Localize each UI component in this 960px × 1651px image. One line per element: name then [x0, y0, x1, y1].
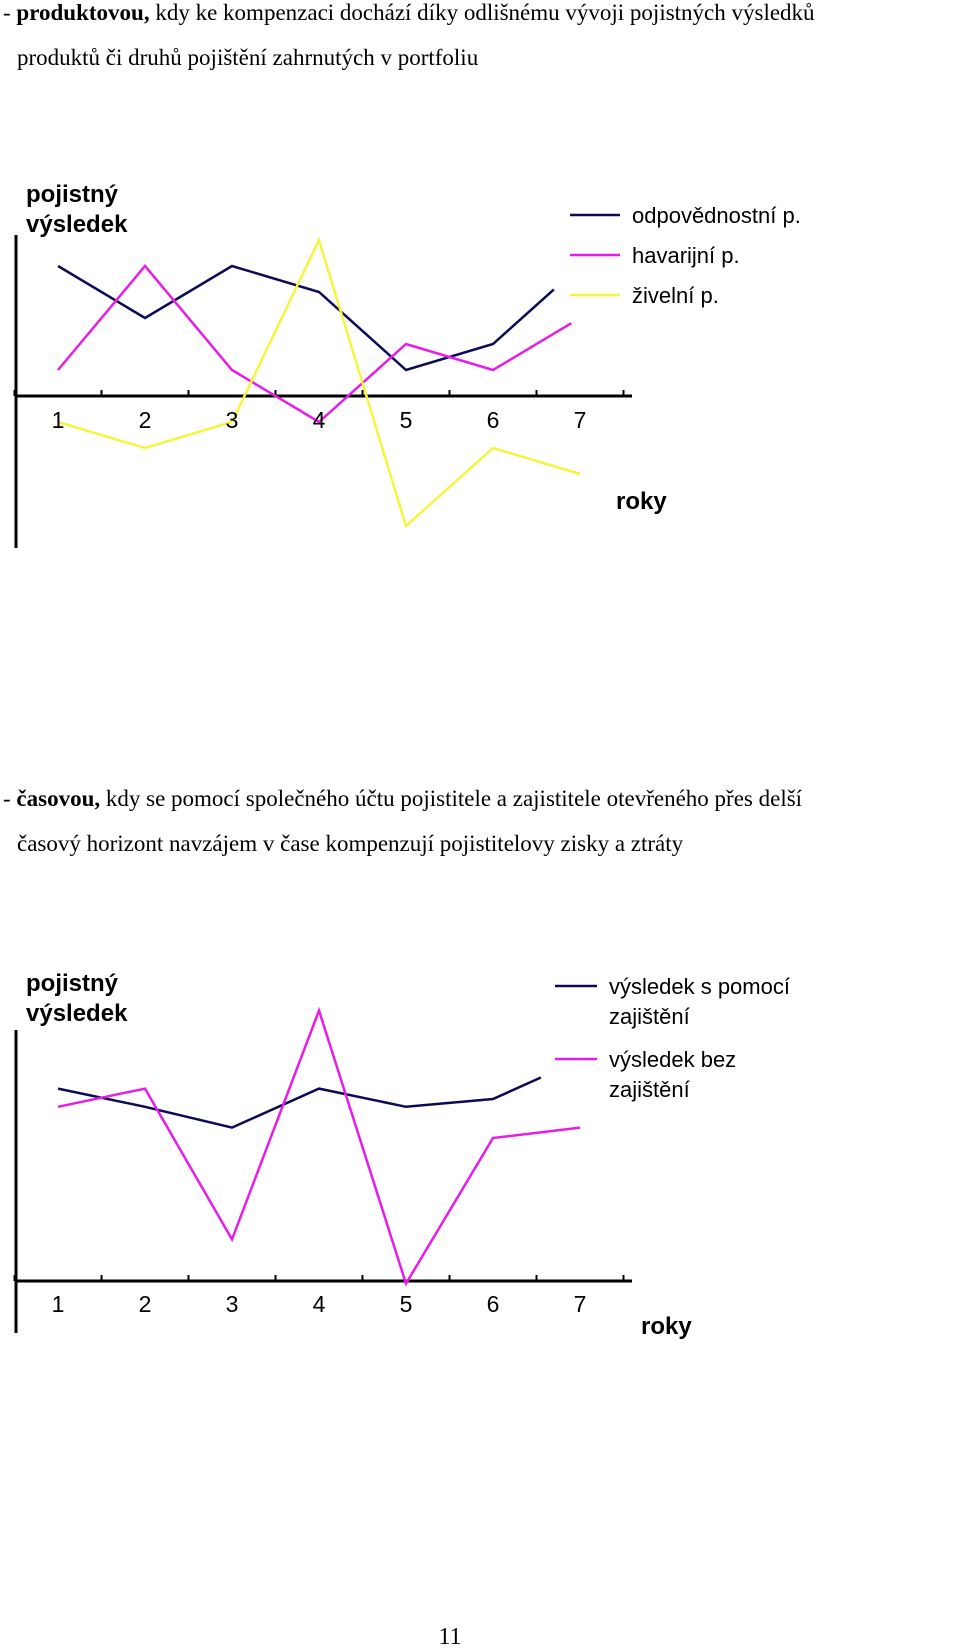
x-tick-label: 7 — [573, 1291, 587, 1317]
legend-label: výsledek s pomocí — [609, 974, 790, 999]
paragraph-produktova — [3, 0, 953, 80]
paragraph-term: časovou, — [16, 786, 101, 811]
y-axis-label-line2: výsledek — [26, 1000, 128, 1027]
paragraph-dash: - — [3, 786, 17, 811]
legend-label: odpovědnostní p. — [632, 203, 801, 228]
x-tick-label: 3 — [225, 407, 239, 433]
x-tick-label: 6 — [486, 407, 500, 433]
x-tick-label: 5 — [399, 1291, 413, 1317]
x-tick-label: 1 — [51, 1291, 65, 1317]
chart-produktova — [0, 160, 801, 560]
x-tick-label: 5 — [399, 407, 413, 433]
paragraph-term: produktovou, — [16, 0, 150, 25]
series-line-2 — [58, 1011, 580, 1284]
x-tick-label: 2 — [138, 1291, 152, 1317]
legend-label: zajištění — [609, 1077, 690, 1102]
paragraph-casova — [3, 776, 953, 866]
x-tick-label: 4 — [312, 1291, 326, 1317]
chart-casova — [0, 955, 820, 1375]
x-tick-label: 6 — [486, 1291, 500, 1317]
series-line-3 — [58, 240, 580, 526]
x-axis-label: roky — [641, 1313, 692, 1340]
paragraph-line1: kdy se pomocí společného účtu pojistitele a zajistitele otevřeného přes delší — [100, 786, 803, 811]
legend-label: havarijní p. — [632, 243, 740, 268]
x-tick-label: 4 — [312, 407, 326, 433]
legend-label: výsledek bez — [609, 1047, 737, 1072]
legend-label: zajištění — [609, 1004, 690, 1029]
paragraph-dash: - — [3, 0, 17, 25]
page-number: 11 — [438, 1624, 462, 1650]
series-line-1 — [58, 1078, 541, 1128]
x-tick-label: 7 — [573, 407, 587, 433]
paragraph-line2: časový horizont navzájem v čase kompenzují pojistitelovy zisky a ztráty — [17, 831, 684, 856]
x-tick-label: 1 — [51, 407, 65, 433]
x-tick-label: 3 — [225, 1291, 239, 1317]
legend-label: živelní p. — [632, 283, 719, 308]
y-axis-label-line2: výsledek — [26, 211, 128, 238]
y-axis-label-line1: pojistný — [26, 181, 119, 208]
y-axis-label-line1: pojistný — [26, 970, 119, 997]
x-axis-label: roky — [616, 488, 667, 515]
paragraph-line2: produktů či druhů pojištění zahrnutých v portfoliu — [17, 45, 479, 70]
paragraph-line1: kdy ke kompenzaci dochází díky odlišnému vývoji pojistných výsledků — [149, 0, 815, 25]
x-tick-label: 2 — [138, 407, 152, 433]
